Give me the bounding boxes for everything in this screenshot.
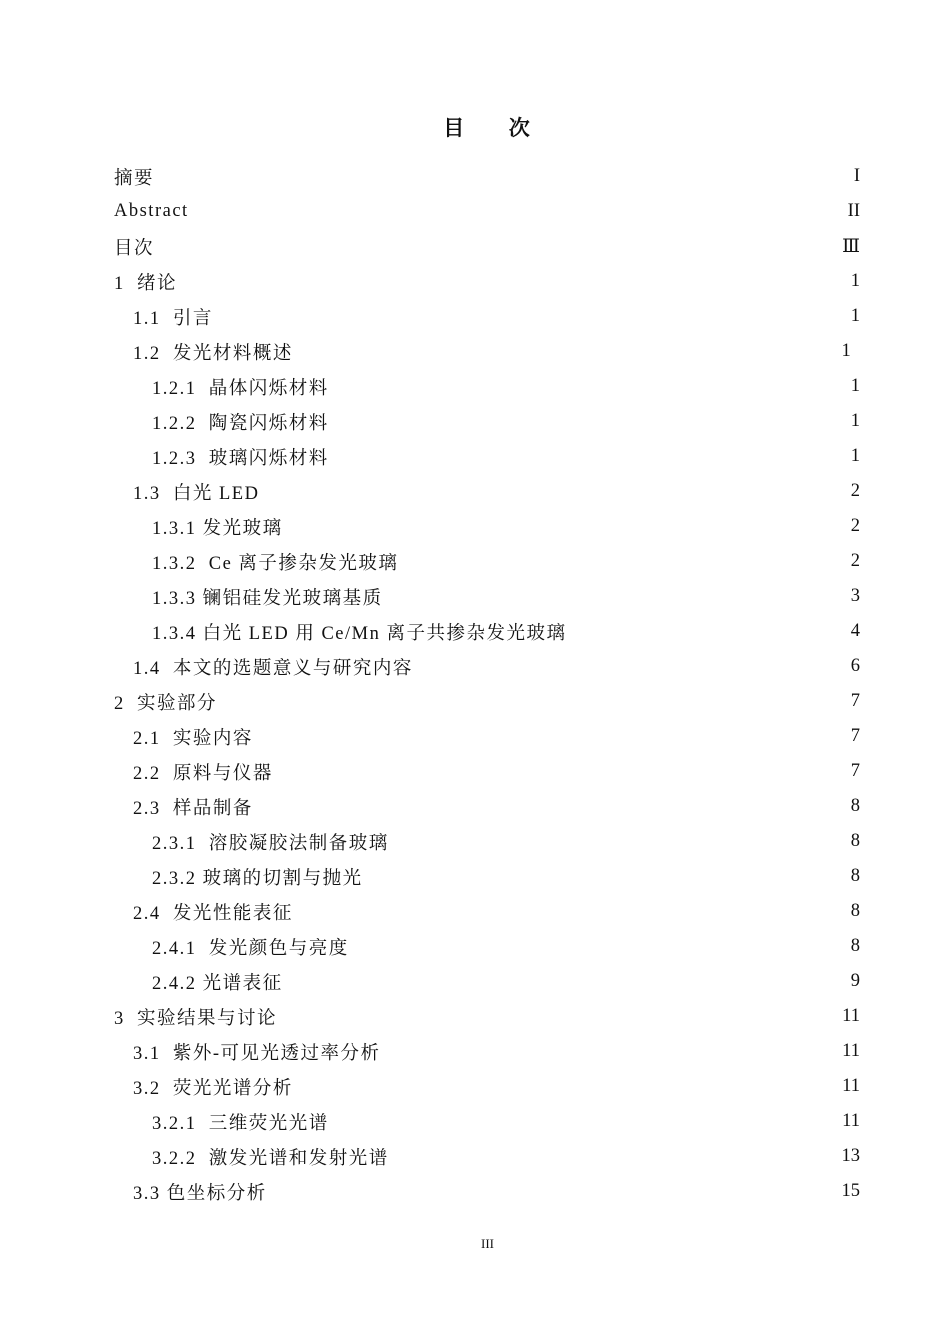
- toc-entry-page-number: 15: [841, 1181, 860, 1201]
- toc-entry-label: 1.3.1 发光玻璃: [152, 518, 283, 539]
- toc-entry[interactable]: [114, 264, 860, 299]
- toc-entry-label: 1.2.2 陶瓷闪烁材料: [152, 413, 329, 434]
- toc-entry-page-number: Ⅲ: [842, 236, 860, 257]
- toc-entry-label: 2.3.1 溶胶凝胶法制备玻璃: [152, 833, 389, 854]
- toc-entry-page-number: 2: [850, 516, 860, 536]
- toc-entry-label: 1.1 引言: [133, 308, 213, 329]
- toc-entry[interactable]: [114, 194, 860, 229]
- toc-entry[interactable]: [114, 719, 860, 754]
- toc-entry-page-number: 7: [850, 726, 860, 746]
- toc-entry-label: 2.4 发光性能表征: [133, 903, 293, 924]
- toc-entry[interactable]: [114, 1069, 860, 1104]
- toc-entry[interactable]: [114, 404, 860, 439]
- toc-entry-page-number: 11: [842, 1076, 860, 1096]
- toc-entry-page-number: 8: [850, 936, 860, 956]
- toc-entry-page-number: II: [847, 201, 860, 221]
- page-title: 目 次: [443, 116, 532, 140]
- toc-entry-label: 2.2 原料与仪器: [133, 763, 273, 784]
- toc-entry-label: 3 实验结果与讨论: [114, 1008, 278, 1029]
- toc-entry-label: 2.3.2 玻璃的切割与抛光: [152, 868, 363, 889]
- toc-entry-page-number: 6: [850, 656, 860, 676]
- toc-entry-page-number: 11: [842, 1111, 860, 1131]
- toc-entry[interactable]: [114, 684, 860, 719]
- toc-entry[interactable]: [114, 964, 860, 999]
- toc-entry-page-number: 1: [841, 341, 860, 361]
- toc-entry-label: 3.2.2 激发光谱和发射光谱: [152, 1148, 389, 1169]
- toc-entry[interactable]: [114, 1174, 860, 1209]
- toc-entry[interactable]: [114, 579, 860, 614]
- toc-entry[interactable]: [114, 1104, 860, 1139]
- toc-entry-label: 1.2.1 晶体闪烁材料: [152, 378, 329, 399]
- toc-entry[interactable]: [114, 334, 860, 369]
- toc-entry-page-number: 2: [850, 551, 860, 571]
- toc-entry-page-number: 1: [850, 411, 860, 431]
- toc-entry-page-number: 8: [850, 866, 860, 886]
- toc-entry-page-number: 7: [850, 691, 860, 711]
- toc-entry-label: 1.3 白光 LED: [133, 483, 260, 504]
- toc-entry-page-number: 8: [850, 901, 860, 921]
- toc-entry-label: 1.4 本文的选题意义与研究内容: [133, 658, 413, 679]
- toc-entry-page-number: 1: [850, 446, 860, 466]
- toc-entry[interactable]: [114, 439, 860, 474]
- toc-entry-label: 1.2.3 玻璃闪烁材料: [152, 448, 329, 469]
- toc-entry-label: 1.2 发光材料概述: [133, 343, 293, 364]
- toc-entry[interactable]: [114, 754, 860, 789]
- toc-entry-label: 3.2.1 三维荧光光谱: [152, 1113, 329, 1134]
- toc-entry-label: 1 绪论: [114, 273, 178, 294]
- toc-entry-page-number: 8: [850, 831, 860, 851]
- toc-entry-page-number: I: [853, 166, 860, 186]
- toc-entry[interactable]: [114, 299, 860, 334]
- toc-entry[interactable]: [114, 649, 860, 684]
- toc-entry-page-number: 2: [850, 481, 860, 501]
- toc-entry-page-number: 8: [850, 796, 860, 816]
- toc-entry-label: 1.3.2 Ce 离子掺杂发光玻璃: [152, 553, 399, 574]
- toc-entry-page-number: 1: [850, 306, 860, 326]
- toc-entry[interactable]: [114, 474, 860, 509]
- toc-entry[interactable]: [114, 894, 860, 929]
- toc-entry-label: 3.2 荧光光谱分析: [133, 1078, 293, 1099]
- toc-entry[interactable]: [114, 824, 860, 859]
- toc-entry-page-number: 11: [842, 1041, 860, 1061]
- toc-entry-label: 2 实验部分: [114, 693, 218, 714]
- table-of-contents: [114, 159, 860, 1209]
- toc-entry-page-number: 1: [850, 376, 860, 396]
- toc-entry-label: 摘要: [114, 168, 155, 189]
- toc-entry[interactable]: [114, 929, 860, 964]
- toc-entry-page-number: 1: [850, 271, 860, 291]
- toc-entry[interactable]: [114, 544, 860, 579]
- toc-entry[interactable]: [114, 1034, 860, 1069]
- toc-entry[interactable]: [114, 369, 860, 404]
- footer-page-number: III: [481, 1236, 494, 1251]
- toc-entry[interactable]: [114, 614, 860, 649]
- toc-entry[interactable]: [114, 229, 860, 264]
- toc-entry-page-number: 13: [841, 1146, 860, 1166]
- toc-entry-page-number: 11: [842, 1006, 860, 1026]
- toc-entry-label: 3.3 色坐标分析: [133, 1183, 267, 1204]
- toc-entry[interactable]: [114, 159, 860, 194]
- toc-entry-label: 2.3 样品制备: [133, 798, 253, 819]
- toc-entry[interactable]: [114, 999, 860, 1034]
- toc-entry-page-number: 7: [850, 761, 860, 781]
- toc-entry[interactable]: [114, 789, 860, 824]
- toc-entry-label: 2.4.2 光谱表征: [152, 973, 283, 994]
- toc-entry[interactable]: [114, 1139, 860, 1174]
- toc-entry-page-number: 3: [850, 586, 860, 606]
- toc-entry-label: 目次: [114, 238, 155, 259]
- toc-entry-page-number: 9: [850, 971, 860, 991]
- toc-entry-label: 2.4.1 发光颜色与亮度: [152, 938, 349, 959]
- toc-entry-label: Abstract: [114, 201, 189, 221]
- toc-entry-label: 1.3.4 白光 LED 用 Ce/Mn 离子共掺杂发光玻璃: [152, 623, 567, 644]
- toc-entry[interactable]: [114, 859, 860, 894]
- toc-entry-label: 2.1 实验内容: [133, 728, 253, 749]
- toc-entry-page-number: 4: [850, 621, 860, 641]
- toc-entry[interactable]: [114, 509, 860, 544]
- toc-entry-label: 3.1 紫外-可见光透过率分析: [133, 1043, 381, 1064]
- toc-entry-label: 1.3.3 镧铝硅发光玻璃基质: [152, 588, 383, 609]
